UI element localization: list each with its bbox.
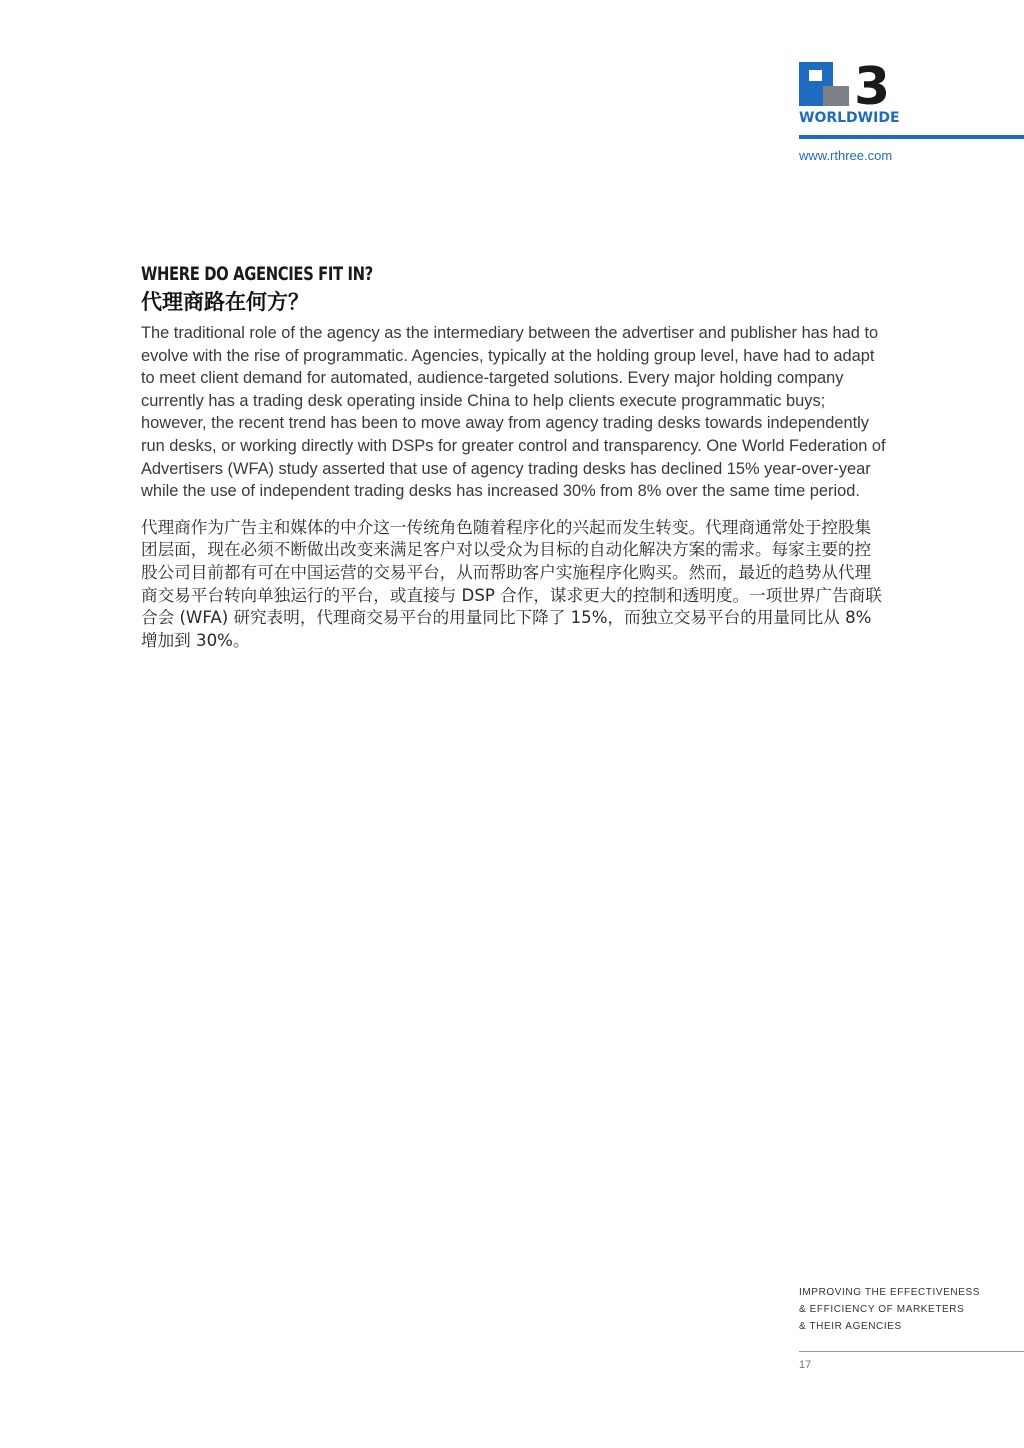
footer-rule [799, 1351, 1024, 1352]
svg-text:3: 3 [854, 62, 891, 117]
paragraph-en: The traditional role of the agency as the intermediary between the advertiser and publisher has had to evolve with the rise of programmatic. Agencies, typically at the holding group level, have had to adapt to meet client demand for automated, audience-targeted solutions. Every major holding company currently has a trading desk operating inside China to help clients execute programmatic buys; however, the recent trend has been to move away from agency trading desks towards independently run desks, or working directly with DSPs for greater control and transparency. One World Federation of Advertisers (WFA) study asserted that use of agency trading desks has declined 15% year-over-year while the use of independent trading desks has increased 30% from 8% over the same time period. [141, 324, 886, 501]
logo-wordmark: WORLDWIDE [799, 110, 900, 124]
section-heading-zh: 代理商路在何方？ [141, 290, 309, 314]
main-content [141, 262, 886, 652]
section-heading-en: WHERE DO AGENCIES FIT IN? [141, 263, 373, 285]
tagline-line-1: IMPROVING THE EFFECTIVENESS [799, 1287, 981, 1298]
paragraph-zh: 代理商作为广告主和媒体的中介这一传统角色随着程序化的兴起而发生转变。代理商通常处于控股集团层面，现在必须不断做出改变来满足客户对以受众为目标的自动化解决方案的需求。每家主要的控股公司目前都有可在中国运营的交易平台，从而帮助客户实施程序化购买。然而，最近的趋势从代理商交易平台转向单独运行的平台，或直接与 DSP 合作，谋求更大的控制和透明度。一项世界广告商联合会 (WFA) 研究表明，代理商交易平台的用量同比下降了 15%，而独立交易平台的用量同比从 8% 增加到 30%。 [141, 517, 882, 650]
header-rule [799, 135, 1024, 139]
page-number: 17 [799, 1359, 812, 1371]
tagline-line-2: & EFFICIENCY OF MARKETERS [799, 1304, 965, 1315]
website-url[interactable]: www.rthree.com [799, 148, 893, 163]
r3-worldwide-logo [799, 62, 911, 124]
tagline-line-3: & THEIR AGENCIES [799, 1321, 902, 1332]
footer-tagline [799, 1284, 980, 1335]
